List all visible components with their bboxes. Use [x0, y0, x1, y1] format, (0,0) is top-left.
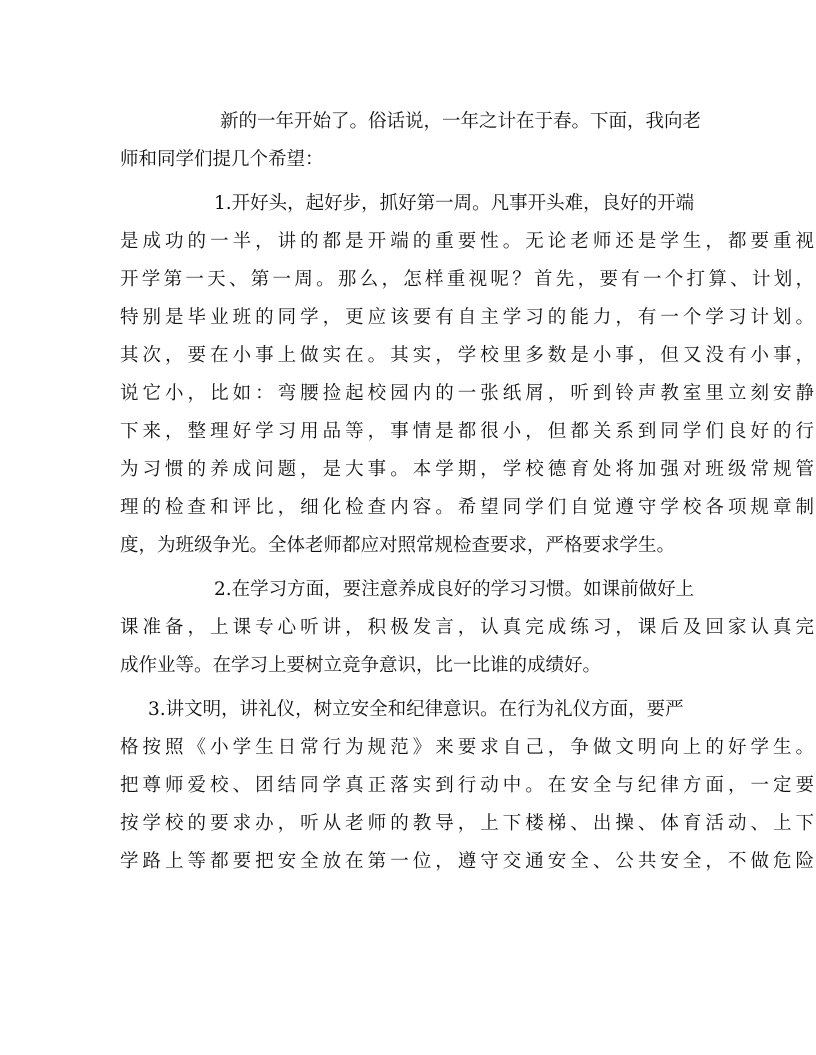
text-line-4: 是成功的一半，讲的都是开端的重要性。无论老师还是学生，都要重视: [120, 231, 814, 252]
text-line-7: 其次，要在小事上做实在。其实，学校里多数是小事，但又没有小事，: [120, 345, 814, 366]
text-line-17: 格按照《小学生日常行为规范》来要求自己，争做文明向上的好学生。: [120, 737, 814, 758]
text-line-9: 下来，整理好学习用品等，事情是都很小，但都关系到同学们良好的行: [120, 421, 814, 442]
text-line-6: 特别是毕业班的同学，更应该要有自主学习的能力，有一个学习计划。: [120, 307, 814, 328]
text-line-18: 把尊师爱校、团结同学真正落实到行动中。在安全与纪律方面，一定要: [120, 775, 814, 796]
text-line-8: 说它小，比如：弯腰捡起校园内的一张纸屑，听到铃声教室里立刻安静: [120, 383, 814, 404]
text-line-10: 为习惯的养成问题，是大事。本学期，学校德育处将加强对班级常规管: [120, 459, 814, 480]
text-line-20: 学路上等都要把安全放在第一位，遵守交通安全、公共安全，不做危险: [120, 851, 814, 872]
text-line-12: 度，为班级争光。全体老师都应对照常规检查要求，严格要求学生。: [120, 535, 676, 556]
text-line-1: 新的一年开始了。俗话说，一年之计在于春。下面，我向老: [220, 111, 702, 132]
text-line-3: 1.开好头，起好步，抓好第一周。凡事开头难，良好的开端: [214, 193, 695, 214]
text-line-16: 3.讲文明，讲礼仪，树立安全和纪律意识。在行为礼仪方面，要严: [148, 699, 684, 720]
text-line-11: 理的检查和评比，细化检查内容。希望同学们自觉遵守学校各项规章制: [120, 497, 814, 518]
text-line-19: 按学校的要求办，听从老师的教导，上下楼梯、出操、体育活动、上下: [120, 813, 814, 834]
text-line-5: 开学第一天、第一周。那么，怎样重视呢？首先，要有一个打算、计划，: [120, 269, 814, 290]
text-line-2: 师和同学们提几个希望：: [120, 149, 324, 170]
text-line-15: 成作业等。在学习上要树立竞争意识，比一比谁的成绩好。: [120, 655, 602, 676]
text-line-14: 课准备，上课专心听讲，积极发言，认真完成练习，课后及回家认真完: [120, 617, 814, 638]
text-line-13: 2.在学习方面，要注意养成良好的学习习惯。如课前做好上: [214, 579, 695, 600]
